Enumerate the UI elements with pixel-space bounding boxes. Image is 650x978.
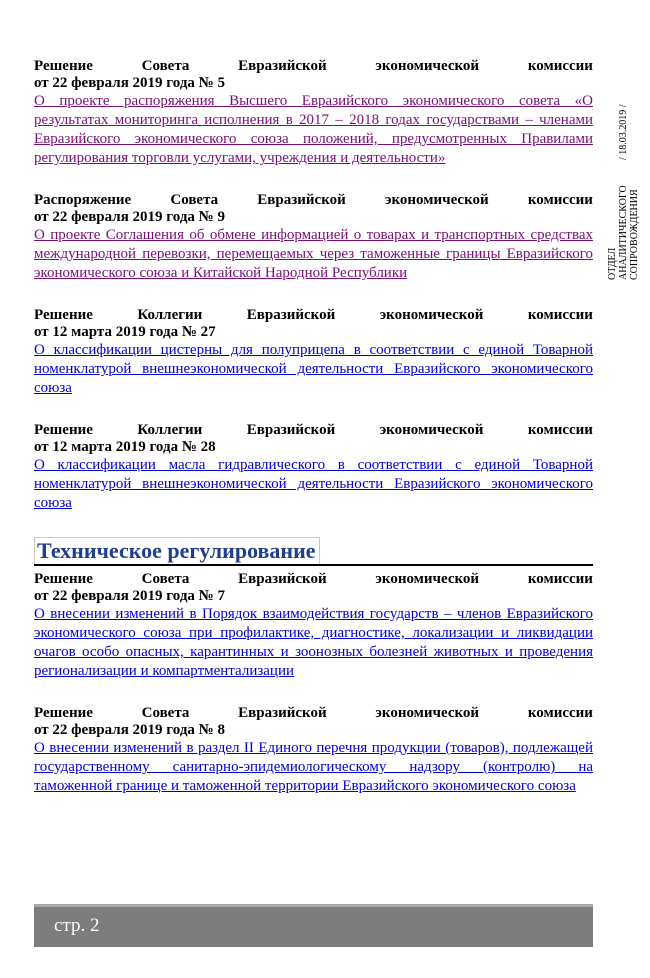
entry-link[interactable]: О проекте Соглашения об обмене информацией о товарах и транспортных средствах международной перевозки, перемещаемых через таможенные границы Евразийского экономического союза и Китайской Народной Республики	[34, 227, 593, 281]
document-entry	[34, 705, 593, 796]
title-word: комиссии	[527, 571, 593, 587]
page-number: стр. 2	[54, 915, 100, 936]
department-label	[607, 170, 643, 280]
document-entry	[34, 571, 593, 681]
title-word: Решение	[34, 571, 93, 587]
entry-title	[34, 307, 593, 341]
entry-title	[34, 192, 593, 226]
department-line-2: АНАЛИТИЧЕСКОГО	[618, 185, 629, 280]
entry-title-line2: от 12 марта 2019 года № 28	[34, 439, 216, 455]
title-word: экономической	[384, 192, 489, 208]
entry-title	[34, 705, 593, 739]
document-entry	[34, 307, 593, 398]
title-word: Евразийской	[246, 422, 336, 438]
document-entry	[34, 58, 593, 168]
title-word: Совета	[141, 58, 190, 74]
entry-link[interactable]: О проекте распоряжения Высшего Евразийского экономического совета «О результатах мониторинга исполнения в 2017 – 2018 годах государствами – членами Евразийского экономического союза положений, предусмотренных Правилами регулирования торговли услугами, учреждения и деятельности»	[34, 93, 593, 166]
section-heading	[34, 537, 593, 565]
title-word: экономической	[379, 422, 484, 438]
entry-title-line1	[34, 307, 593, 324]
entry-link[interactable]: О внесении изменений в Порядок взаимодействия государств – членов Евразийского экономического союза при профилактике, диагностике, локализации и ликвидации очагов особо опасных, карантинных и зоонозных болезней животных и проведения регионализации и компартментализации	[34, 606, 593, 679]
title-word: Коллегии	[137, 307, 203, 323]
entry-title	[34, 422, 593, 456]
title-word: комиссии	[527, 705, 593, 721]
title-word: комиссии	[527, 192, 593, 208]
title-word: Евразийской	[238, 705, 327, 721]
document-entry	[34, 192, 593, 283]
title-word: Совета	[141, 571, 190, 587]
entry-title-line2: от 22 февраля 2019 года № 8	[34, 722, 225, 738]
entry-title-line2: от 22 февраля 2019 года № 5	[34, 75, 225, 91]
document-date: / 18.03.2019 /	[618, 104, 629, 160]
title-word: комиссии	[527, 422, 593, 438]
entry-title-line2: от 12 марта 2019 года № 27	[34, 324, 216, 340]
title-word: Совета	[141, 705, 190, 721]
page-footer	[34, 904, 593, 947]
entry-link[interactable]: О внесении изменений в раздел II Единого перечня продукции (товаров), подлежащей государственному санитарно-эпидемиологическому надзору (контролю) на таможенной границе и таможенной территории Евразийского экономического союза	[34, 740, 593, 794]
title-word: Евразийской	[257, 192, 346, 208]
title-word: Решение	[34, 307, 93, 323]
title-word: экономической	[375, 58, 480, 74]
title-word: экономической	[379, 307, 484, 323]
section-divider	[34, 564, 593, 566]
title-word: Совета	[170, 192, 219, 208]
title-word: экономической	[375, 705, 480, 721]
title-word: комиссии	[527, 307, 593, 323]
title-word: Евразийской	[238, 58, 327, 74]
department-line-1: ОТДЕЛ	[607, 247, 618, 280]
title-word: Распоряжение	[34, 192, 132, 208]
title-word: Решение	[34, 705, 93, 721]
title-word: Евразийской	[238, 571, 327, 587]
entry-title-line1	[34, 705, 593, 722]
entry-title-line1	[34, 192, 593, 209]
title-word: Решение	[34, 422, 93, 438]
title-word: комиссии	[527, 58, 593, 74]
department-line-3: СОПРОВОЖДЕНИЯ	[629, 189, 640, 280]
entry-title-line1	[34, 422, 593, 439]
title-word: экономической	[375, 571, 480, 587]
title-word: Решение	[34, 58, 93, 74]
entry-title	[34, 58, 593, 92]
entry-title-line2: от 22 февраля 2019 года № 9	[34, 209, 225, 225]
entry-title-line1	[34, 571, 593, 588]
title-word: Евразийской	[246, 307, 336, 323]
entry-link[interactable]: О классификации масла гидравлического в соответствии с единой Товарной номенклатурой внешнеэкономической деятельности Евразийского экономического союза	[34, 457, 593, 511]
document-entry	[34, 422, 593, 513]
document-content	[34, 58, 593, 820]
entry-title-line1	[34, 58, 593, 75]
entry-title	[34, 571, 593, 605]
title-word: Коллегии	[137, 422, 203, 438]
entry-link[interactable]: О классификации цистерны для полуприцепа в соответствии с единой Товарной номенклатурой внешнеэкономической деятельности Евразийского экономического союза	[34, 342, 593, 396]
entry-title-line2: от 22 февраля 2019 года № 7	[34, 588, 225, 604]
section-heading-text: Техническое регулирование	[34, 537, 320, 565]
